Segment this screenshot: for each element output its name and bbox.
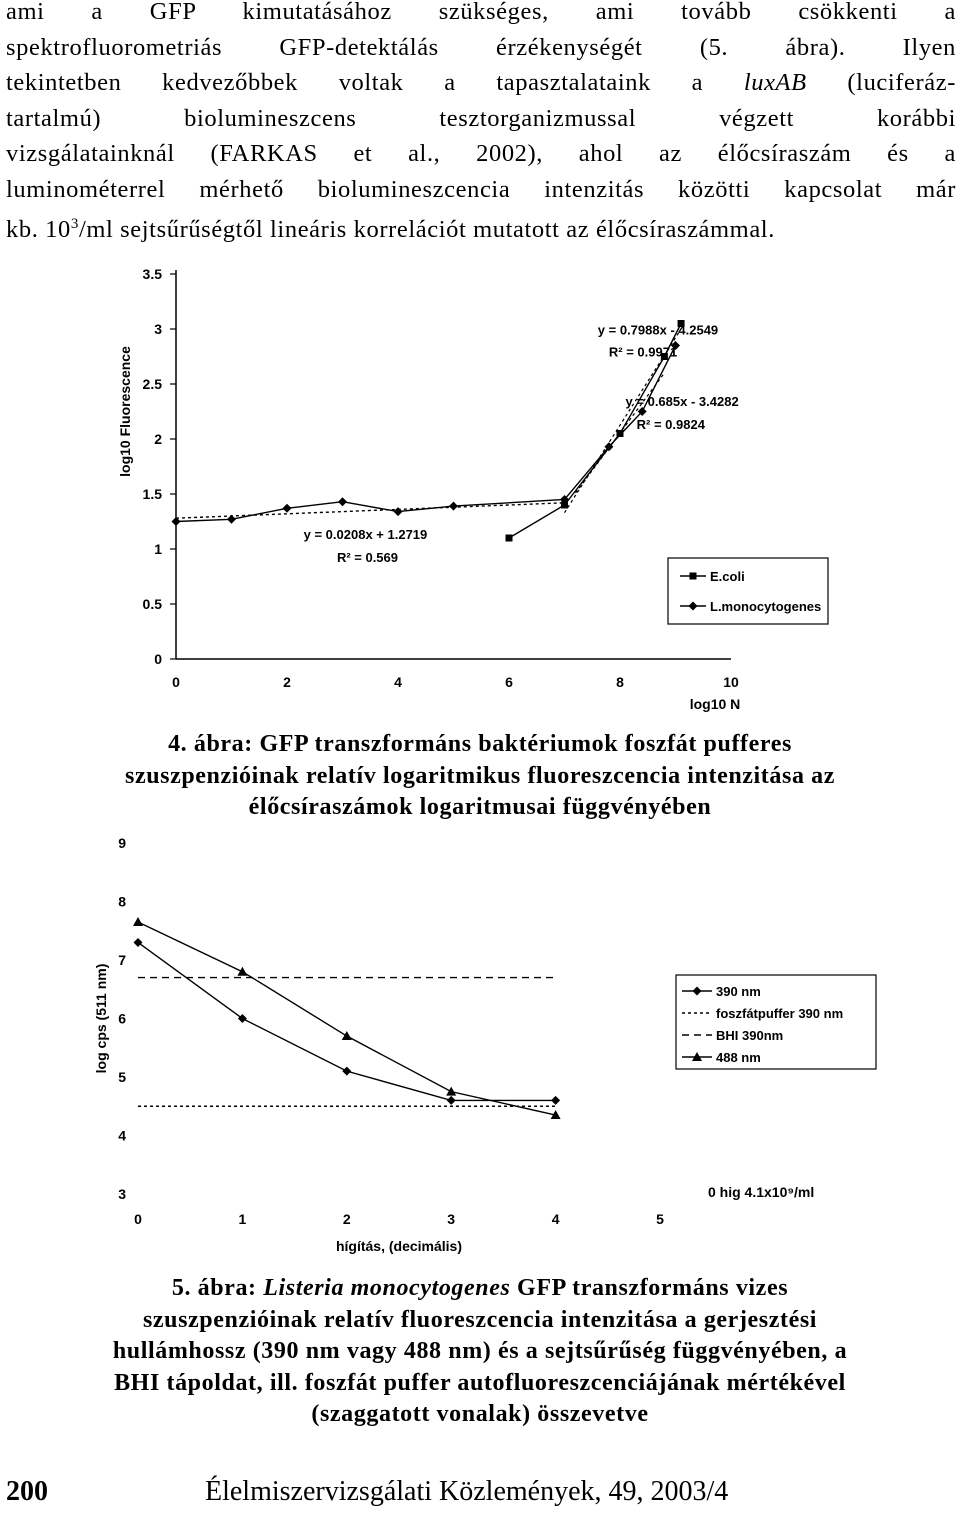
data-point — [506, 535, 513, 542]
legend-label: 488 nm — [716, 1050, 761, 1065]
x-tick-label: 0 — [172, 674, 180, 690]
y-axis-label: log10 Fluorescence — [117, 346, 133, 477]
y-tick-label: 3 — [154, 321, 162, 337]
equation-annotation: R² = 0.9971 — [608, 344, 678, 360]
y-tick-label: 6 — [118, 1010, 126, 1027]
equation-annotation: y = 0.0208x + 1.2719 — [303, 527, 428, 543]
figure4-chart — [0, 250, 960, 720]
x-tick-label: 4 — [394, 674, 402, 690]
x-tick-label: 3 — [447, 1211, 456, 1227]
paragraph-line: spektrofluorometriás GFP-detektálás érzékenységét (5. ábra). Ilyen — [6, 33, 956, 61]
paragraph-line: luminométerrel mérhető biolumineszcencia intenzitás közötti kapcsolat már — [6, 175, 956, 203]
legend-label: E.coli — [710, 569, 745, 584]
y-tick-label: 0 — [154, 651, 162, 667]
y-tick-label: 1 — [154, 541, 162, 557]
y-tick-label: 3 — [118, 1186, 126, 1202]
figure5-caption-line: hullámhossz (390 nm vagy 488 nm) és a sejtsűrűség függvényében, a — [112, 1338, 848, 1364]
figure4-caption-line: élőcsíraszámok logaritmusai függvényében — [248, 794, 712, 820]
data-point — [447, 1096, 456, 1105]
legend-label: L.monocytogenes — [710, 599, 822, 614]
data-point — [342, 1031, 352, 1040]
figure5-caption-label: 5. ábra: — [171, 1275, 257, 1301]
y-tick-label: 1.5 — [142, 486, 162, 502]
paragraph-line: vizsgálatainknál (FARKAS et al., 2002), ahol az élőcsíraszám és a — [6, 140, 956, 167]
dilution-note: 0 hig 4.1x10⁹/ml — [708, 1184, 815, 1200]
y-tick-label: 9 — [118, 835, 126, 851]
x-tick-label: 1 — [238, 1211, 247, 1227]
data-point — [172, 517, 181, 526]
data-point — [133, 917, 143, 926]
series-line — [138, 922, 556, 1115]
figure4-caption-line: 4. ábra: GFP transzformáns baktériumok foszfát pufferes — [168, 731, 792, 757]
series-line — [138, 942, 556, 1100]
y-tick-label: 2.5 — [142, 376, 162, 392]
figure5-caption-text: GFP transzformáns vizes — [517, 1275, 789, 1301]
equation-annotation: y = 0.7988x - 4.2549 — [597, 322, 719, 338]
data-point — [394, 507, 403, 516]
equation-annotation: R² = 0.569 — [336, 550, 399, 566]
y-tick-label: 8 — [118, 893, 126, 910]
y-tick-label: 4 — [118, 1127, 126, 1144]
figure5-caption-line: BHI tápoldat, ill. foszfát puffer autofluoreszcenciájának mértékével — [114, 1369, 846, 1396]
legend-label: 390 nm — [716, 984, 761, 999]
data-point — [551, 1096, 560, 1105]
data-point — [283, 504, 292, 513]
y-axis-label: log cps (511 nm) — [93, 963, 109, 1074]
journal-title: Élelmiszervizsgálati Közlemények, 49, 2003/4 — [205, 1476, 729, 1507]
figure5-caption-line: (szaggatott vonalak) összevetve — [311, 1401, 649, 1427]
x-tick-label: 0 — [134, 1211, 142, 1227]
legend-label: BHI 390nm — [716, 1028, 784, 1043]
x-tick-label: 8 — [616, 674, 624, 690]
data-point — [342, 1067, 351, 1076]
figure4-caption-line: szuszpenzióinak relatív logaritmikus fluoreszcencia intenzitása az — [125, 762, 835, 789]
figure5-caption-line — [0, 1273, 960, 1305]
x-tick-label: 10 — [723, 674, 739, 690]
paragraph-line: tartalmú) biolumineszcens tesztorganizmussal végzett korábbi — [6, 104, 956, 132]
figure5-caption-species: Listeria monocytogenes — [263, 1275, 511, 1301]
data-point — [449, 502, 458, 511]
data-point — [237, 967, 247, 976]
legend-label: foszfátpuffer 390 nm — [716, 1006, 844, 1021]
legend-marker — [690, 573, 697, 580]
equation-annotation: y = 0.685x - 3.4282 — [625, 394, 739, 409]
y-tick-label: 5 — [118, 1069, 126, 1085]
x-axis-label: log10 N — [689, 696, 741, 712]
series-line — [176, 503, 565, 518]
x-axis-label: hígítás, (decimális) — [335, 1238, 463, 1254]
paragraph-line: kb. $10^3/ml$ sejtsűrűségtől lineáris korrelációt mutatott az élőcsíraszámmal. — [6, 216, 775, 244]
legend-box — [668, 558, 828, 624]
series-line — [176, 346, 676, 522]
paragraph-line: tekintetben kedvezőbbek voltak a tapasztalataink a luxAB (luciferáz- — [6, 69, 956, 96]
x-tick-label: 6 — [505, 674, 513, 690]
legend-box — [676, 975, 876, 1069]
data-point — [338, 497, 347, 506]
y-tick-label: 2 — [154, 431, 162, 447]
figure4-caption — [0, 729, 960, 824]
x-tick-label: 5 — [656, 1211, 664, 1227]
x-tick-label: 2 — [283, 674, 291, 690]
y-tick-label: 7 — [118, 952, 126, 968]
y-tick-label: 3.5 — [142, 266, 162, 282]
y-tick-label: 0.5 — [142, 596, 162, 612]
data-point — [446, 1087, 456, 1096]
equation-annotation: R² = 0.9824 — [636, 417, 705, 433]
body-paragraph — [6, 0, 956, 248]
figure5-caption-line: szuszpenzióinak relatív fluoreszcencia intenzitása a gerjesztési — [142, 1306, 818, 1333]
figure5-chart — [0, 825, 960, 1265]
x-tick-label: 2 — [342, 1211, 351, 1227]
paragraph-line: ami a GFP kimutatásához szükséges, ami tovább csökkenti a — [6, 0, 956, 25]
x-tick-label: 4 — [551, 1211, 560, 1227]
figure5-caption — [0, 1273, 960, 1431]
page-number: 200 — [6, 1476, 48, 1507]
